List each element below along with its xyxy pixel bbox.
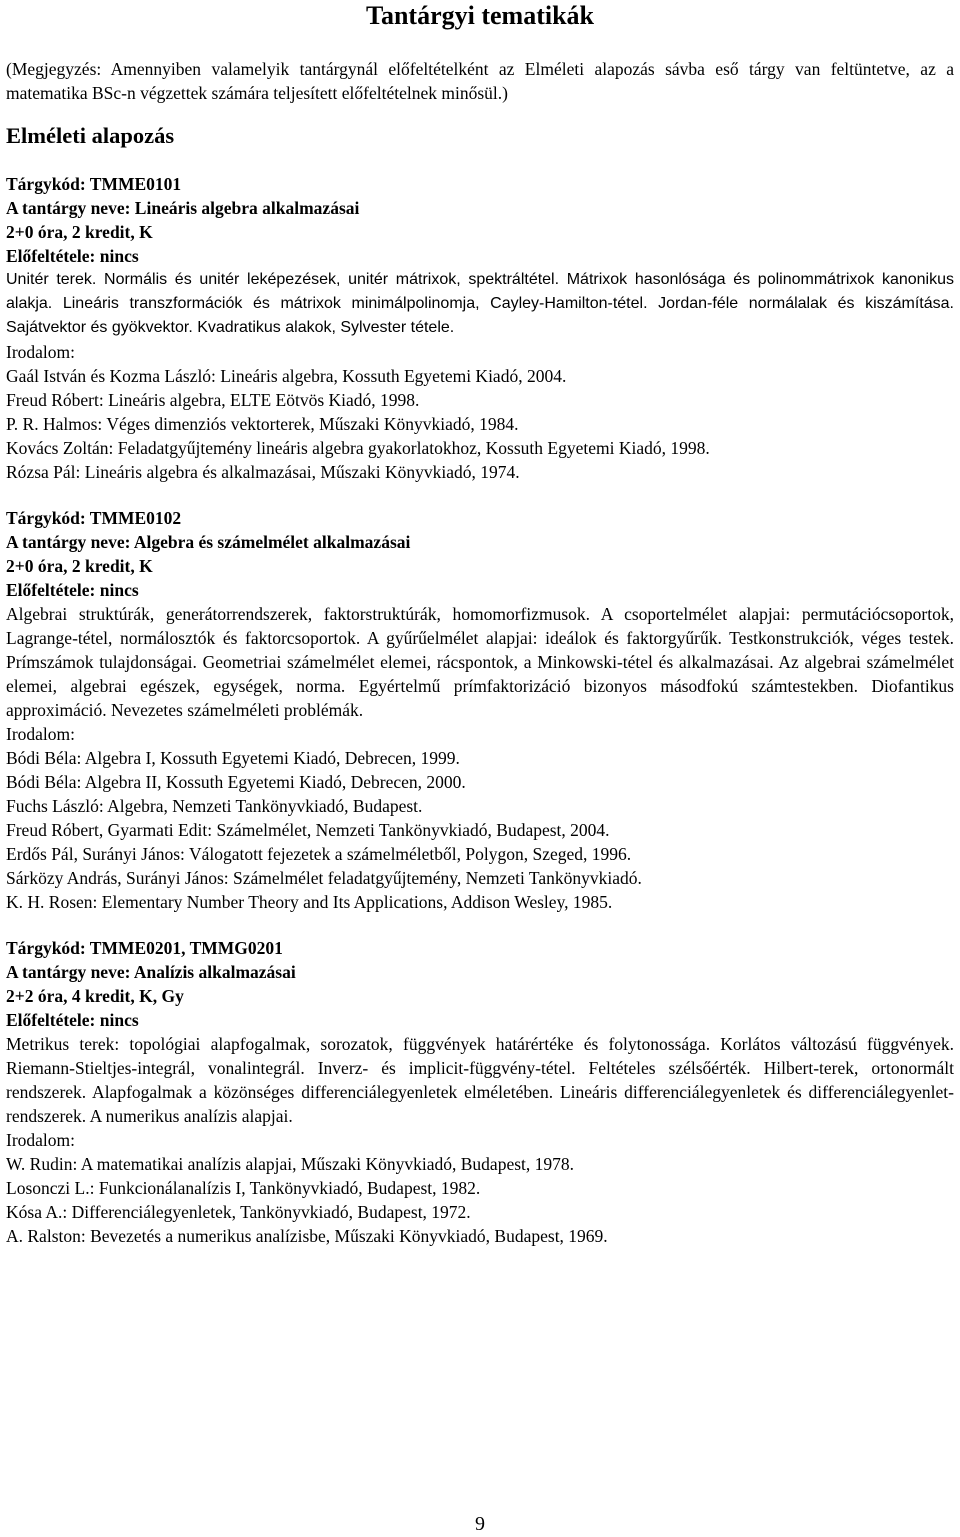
literature-item: Losonczi L.: Funkcionálanalízis I, Tankönyvkiadó, Budapest, 1982.: [6, 1178, 481, 1198]
literature-item: Kósa A.: Differenciálegyenletek, Tankönyvkiadó, Budapest, 1972.: [6, 1202, 471, 1222]
literature-item: W. Rudin: A matematikai analízis alapjai, Műszaki Könyvkiadó, Budapest, 1978.: [6, 1154, 575, 1174]
literature-heading: Irodalom:: [6, 724, 76, 744]
literature-item: Sárközy András, Surányi János: Számelmélet feladatgyűjtemény, Nemzeti Tankönyvkiadó.: [6, 868, 642, 888]
literature-item: Freud Róbert, Gyarmati Edit: Számelmélet, Nemzeti Tankönyvkiadó, Budapest, 2004.: [6, 820, 610, 840]
document-title: Tantárgyi tematikák: [366, 1, 594, 30]
course-description: Unitér terek. Normális és unitér leképezések, unitér mátrixok, spektráltétel. Mátrixok hasonlósága és polinommátrixok kanonikus alakja. Lineáris transzformációk és mátrixok minimálpolinomja, Cayley-Hamilton-tétel. Jordan-féle normálalak és kiszámítása. Sajátvektor és gyökvektor. Kvadratikus alakok, Sylvester tétele.: [6, 271, 954, 336]
course-code: Tárgykód: TMME0101: [6, 174, 182, 194]
course-prerequisite: Előfeltétele: nincs: [6, 246, 139, 266]
literature-item: P. R. Halmos: Véges dimenziós vektorterek, Műszaki Könyvkiadó, 1984.: [6, 414, 519, 434]
course-prerequisite: Előfeltétele: nincs: [6, 1010, 139, 1030]
literature-item: Rózsa Pál: Lineáris algebra és alkalmazásai, Műszaki Könyvkiadó, 1974.: [6, 462, 520, 482]
literature-item: Bódi Béla: Algebra II, Kossuth Egyetemi Kiadó, Debrecen, 2000.: [6, 772, 466, 792]
literature-item: Gaál István és Kozma László: Lineáris algebra, Kossuth Egyetemi Kiadó, 2004.: [6, 366, 567, 386]
course-description: Metrikus terek: topológiai alapfogalmak, sorozatok, függvények határértéke és folytonossága. Korlátos változású függvények. Riemann-Stieltjes-integrál, vonalintegrál. Inverz- és implicit-függvény-tétel. Feltételes szélsőérték. Hilbert-terek, ortonormált rendszerek. Alapfogalmak a közönséges differenciálegyenletek elméletében. Lineáris differenciálegyenletek és differenciálegyenlet-rendszerek. A numerikus analízis alapjai.: [6, 1034, 954, 1126]
course-name: A tantárgy neve: Analízis alkalmazásai: [6, 962, 296, 982]
course-tmme0102: [6, 506, 954, 914]
course-code: Tárgykód: TMME0102: [6, 508, 182, 528]
course-tmme0101: [6, 172, 954, 484]
course-prerequisite: Előfeltétele: nincs: [6, 580, 139, 600]
course-description: Algebrai struktúrák, generátorrendszerek, faktorstruktúrák, homomorfizmusok. A csoportelmélet alapjai: permutációcsoportok, Lagrange-tétel, normálosztók és faktorcsoportok. A gyűrűelmélet alapjai: ideálok és faktorgyűrűk. Testkonstrukciók, véges testek. Prímszámok tulajdonságai. Geometriai számelmélet elemei, rácspontok, a Minkowski-tétel és alkalmazásai. Az algebrai számelmélet elemei, algebrai egészek, egységek, norma. Egyértelmű prímfaktorizáció bizonyos másodfokú számtestekben. Diofantikus approximáció. Nevezetes számelméleti problémák.: [6, 604, 954, 720]
course-name: A tantárgy neve: Algebra és számelmélet alkalmazásai: [6, 532, 411, 552]
course-code: Tárgykód: TMME0201, TMMG0201: [6, 938, 283, 958]
literature-item: Fuchs László: Algebra, Nemzeti Tankönyvkiadó, Budapest.: [6, 796, 423, 816]
literature-item: A. Ralston: Bevezetés a numerikus analízisbe, Műszaki Könyvkiadó, Budapest, 1969.: [6, 1226, 608, 1246]
page-number: 9: [475, 1513, 485, 1535]
literature-list: [6, 1152, 954, 1248]
literature-list: [6, 746, 954, 914]
course-hours: 2+0 óra, 2 kredit, K: [6, 556, 153, 576]
literature-item: Freud Róbert: Lineáris algebra, ELTE Eötvös Kiadó, 1998.: [6, 390, 420, 410]
literature-list: [6, 364, 954, 484]
section-title: Elméleti alapozás: [6, 123, 175, 148]
literature-heading: Irodalom:: [6, 1130, 76, 1150]
literature-item: K. H. Rosen: Elementary Number Theory and Its Applications, Addison Wesley, 1985.: [6, 892, 613, 912]
prerequisite-note: (Megjegyzés: Amennyiben valamelyik tantárgynál előfeltételként az Elméleti alapozás sávba eső tárgy van feltüntetve, az a matematika BSc-n végzettek számára teljesített előfeltételnek minősül.): [6, 59, 954, 103]
course-hours: 2+2 óra, 4 kredit, K, Gy: [6, 986, 184, 1006]
document-page: [6, 0, 954, 1248]
literature-item: Kovács Zoltán: Feladatgyűjtemény lineáris algebra gyakorlatokhoz, Kossuth Egyetemi Kiadó, 1998.: [6, 438, 710, 458]
course-hours: 2+0 óra, 2 kredit, K: [6, 222, 153, 242]
literature-item: Bódi Béla: Algebra I, Kossuth Egyetemi Kiadó, Debrecen, 1999.: [6, 748, 460, 768]
literature-heading: Irodalom:: [6, 342, 76, 362]
literature-item: Erdős Pál, Surányi János: Válogatott fejezetek a számelméletből, Polygon, Szeged, 1996.: [6, 844, 632, 864]
course-tmme0201: [6, 936, 954, 1248]
course-name: A tantárgy neve: Lineáris algebra alkalmazásai: [6, 198, 360, 218]
